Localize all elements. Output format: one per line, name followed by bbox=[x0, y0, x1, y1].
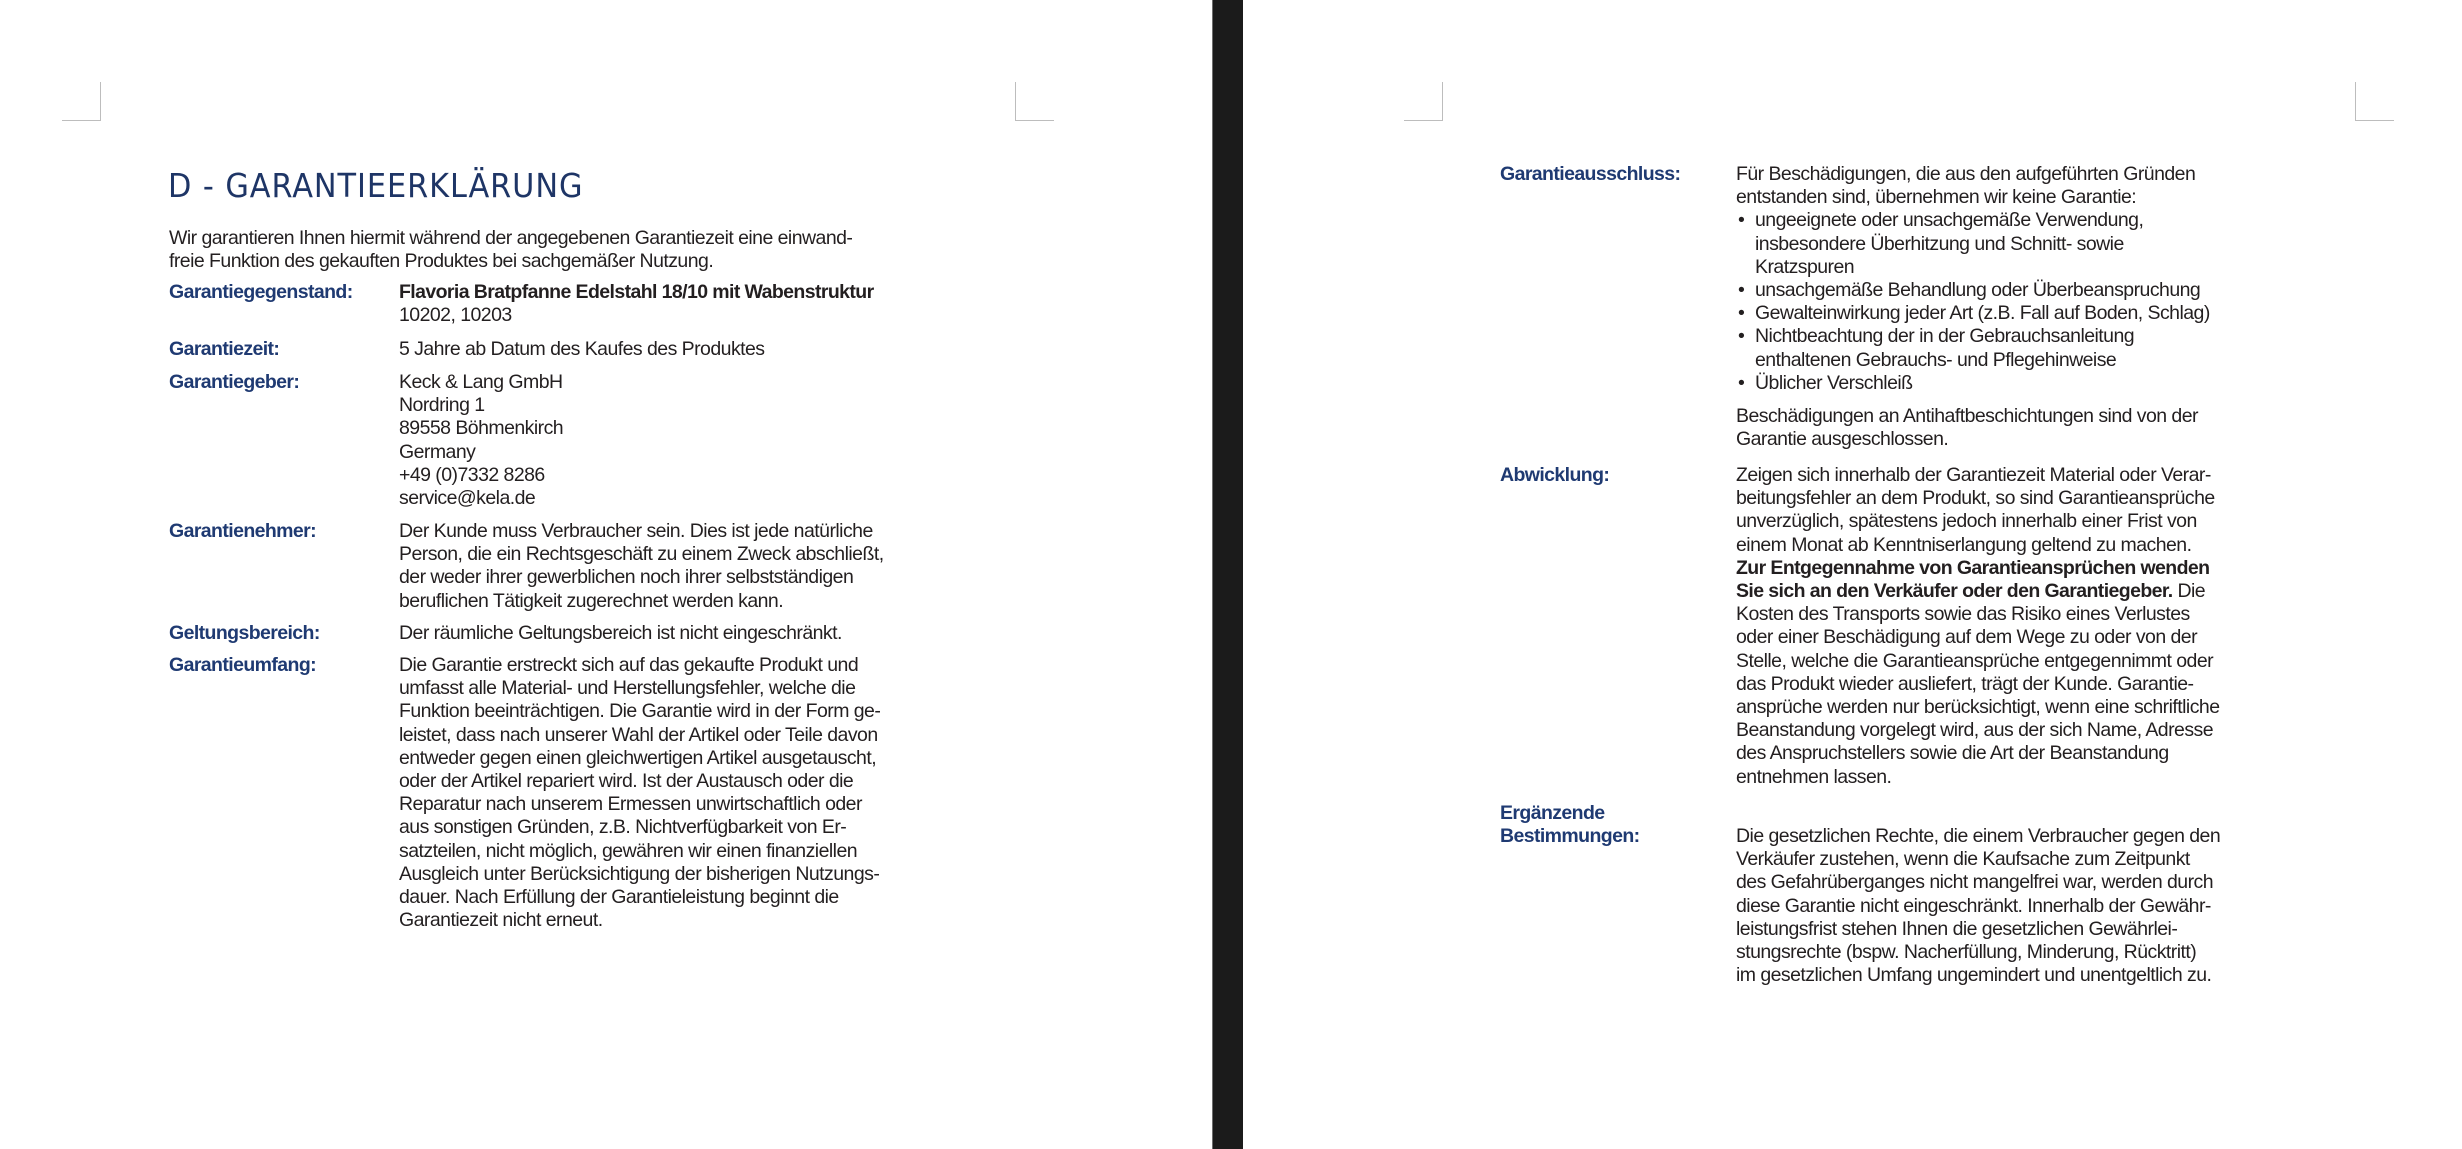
nonstick-note: Garantie ausgeschlossen. bbox=[1736, 428, 1949, 451]
section-label: Garantiegeber: bbox=[169, 371, 300, 393]
crop-mark-top-right bbox=[1015, 82, 1054, 121]
value-line: Garantiezeit nicht erneut. bbox=[399, 909, 603, 932]
value-line: Der Kunde muss Verbraucher sein. Dies ist jede natürliche bbox=[399, 520, 873, 542]
value-line: Ausgleich unter Berücksichtigung der bisherigen Nutzungs- bbox=[399, 862, 880, 885]
email-address: service@kela.de bbox=[399, 487, 536, 510]
emphasis-line-mixed bbox=[1736, 580, 2220, 603]
value-line: Person, die ein Rechtsgeschäft zu einem Zweck abschließt, bbox=[399, 543, 884, 566]
value-line: stungsrechte (bspw. Nacherfüllung, Minderung, Rücktritt) bbox=[1736, 941, 2197, 964]
value-line: Die Garantie erstreckt sich auf das gekaufte Produkt und bbox=[399, 654, 859, 676]
document-page-left bbox=[0, 0, 1212, 1149]
section-label: Garantieausschluss: bbox=[1500, 163, 1681, 185]
section-value bbox=[1736, 825, 2220, 987]
list-item-text: Üblicher Verschleiß bbox=[1755, 371, 1913, 394]
value-line: entweder gegen einen gleichwertigen Artikel ausgetauscht, bbox=[399, 746, 877, 769]
value-line: oder einer Beschädigung auf dem Wege zu oder von der bbox=[1736, 626, 2198, 649]
value-line: dauer. Nach Erfüllung der Garantieleistung beginnt die bbox=[399, 886, 839, 909]
nonstick-note: Beschädigungen an Antihaftbeschichtungen sind von der bbox=[1736, 405, 2198, 428]
bullet-icon: • bbox=[1738, 279, 1745, 302]
list-item-text: unsachgemäße Behandlung oder Überbeanspruchung bbox=[1755, 279, 2201, 302]
value-line: aus sonstigen Gründen, z.B. Nichtverfügbarkeit von Er- bbox=[399, 816, 847, 839]
section-value bbox=[399, 622, 842, 645]
value-line: beruflichen Tätigkeit zugerechnet werden kann. bbox=[399, 589, 784, 612]
list-item-text: insbesondere Überhitzung und Schnitt- sowie bbox=[1755, 232, 2124, 255]
value-line: leistet, dass nach unserer Wahl der Artikel oder Teile davon bbox=[399, 723, 878, 746]
value-line: beitungsfehler an dem Produkt, so sind Garantieansprüche bbox=[1736, 487, 2215, 510]
section-value bbox=[399, 520, 884, 613]
value-line: diese Garantie nicht eingeschränkt. Innerhalb der Gewähr- bbox=[1736, 894, 2211, 917]
bullet-icon: • bbox=[1738, 371, 1745, 394]
list-item-text: Nichtbeachtung der in der Gebrauchsanleitung bbox=[1755, 325, 2135, 348]
value-line: unverzüglich, spätestens jedoch innerhalb einer Frist von bbox=[1736, 510, 2197, 533]
intro-line: freie Funktion des gekauften Produktes bei sachgemäßer Nutzung. bbox=[169, 250, 714, 273]
value-line: satzteilen, nicht möglich, gewähren wir einen finanziellen bbox=[399, 839, 858, 862]
value-line: Kosten des Transports sowie das Risiko eines Verlustes bbox=[1736, 603, 2190, 626]
section-value bbox=[1736, 464, 2220, 789]
list-item bbox=[1736, 279, 2210, 302]
intro-line: Wir garantieren Ihnen hiermit während der angegebenen Garantiezeit eine einwand- bbox=[169, 227, 853, 249]
value-line: Reparatur nach unserem Ermessen unwirtschaftlich oder bbox=[399, 793, 862, 816]
section-label: Garantiezeit: bbox=[169, 338, 280, 360]
section-label bbox=[1500, 802, 1640, 848]
postal-city: 89558 Böhmenkirch bbox=[399, 417, 564, 440]
list-item-text: ungeeignete oder unsachgemäße Verwendung, bbox=[1755, 209, 2144, 232]
company-name: Keck & Lang GmbH bbox=[399, 371, 563, 393]
section-label: Garantieumfang: bbox=[169, 654, 317, 676]
value-line: entnehmen lassen. bbox=[1736, 765, 1892, 788]
section-value bbox=[1736, 163, 2210, 451]
section-label-line: Ergänzende bbox=[1500, 802, 1605, 824]
bullet-icon: • bbox=[1738, 302, 1745, 325]
value-line: im gesetzlichen Umfang ungemindert und unentgeltlich zu. bbox=[1736, 964, 2212, 987]
page-title: D - GARANTIEERKLÄRUNG bbox=[168, 166, 584, 205]
list-item bbox=[1736, 209, 2210, 279]
value-line: das Produkt wieder ausliefert, trägt der Kunde. Garantie- bbox=[1736, 672, 2194, 695]
section-label: Abwicklung: bbox=[1500, 464, 1610, 486]
crop-mark-top-right bbox=[2355, 82, 2394, 121]
value-line: Für Beschädigungen, die aus den aufgeführten Gründen bbox=[1736, 163, 2196, 185]
value-line: ansprüche werden nur berücksichtigt, wenn eine schriftliche bbox=[1736, 696, 2220, 719]
product-name: Flavoria Bratpfanne Edelstahl 18/10 mit Wabenstruktur bbox=[399, 281, 874, 303]
value-line: des Anspruchstellers sowie die Art der Beanstandung bbox=[1736, 742, 2169, 765]
crop-mark-top-left bbox=[62, 82, 101, 121]
value-line: Zeigen sich innerhalb der Garantiezeit Material oder Verar- bbox=[1736, 464, 2211, 486]
emphasis-line: Zur Entgegennahme von Garantieansprüchen wenden bbox=[1736, 556, 2210, 579]
bullet-icon: • bbox=[1738, 209, 1745, 232]
section-label: Garantiegegenstand: bbox=[169, 281, 353, 303]
value-text: Die bbox=[2172, 580, 2206, 603]
street: Nordring 1 bbox=[399, 394, 485, 417]
crop-mark-top-left bbox=[1404, 82, 1443, 121]
list-item-text: Gewalteinwirkung jeder Art (z.B. Fall auf Boden, Schlag) bbox=[1755, 302, 2210, 325]
emphasis-text: Sie sich an den Verkäufer oder den Garantiegeber. bbox=[1736, 580, 2173, 603]
section-value bbox=[399, 654, 880, 932]
value-line: der weder ihrer gewerblichen noch ihrer selbstständigen bbox=[399, 566, 854, 589]
value-line: Verkäufer zustehen, wenn die Kaufsache zum Zeitpunkt bbox=[1736, 848, 2190, 871]
spacer bbox=[1736, 395, 2210, 405]
value-line: Stelle, welche die Garantieansprüche entgegennimmt oder bbox=[1736, 649, 2214, 672]
section-label: Geltungsbereich: bbox=[169, 622, 320, 644]
bullet-icon: • bbox=[1738, 325, 1745, 348]
country: Germany bbox=[399, 440, 476, 463]
section-value bbox=[399, 338, 765, 361]
value-line: entstanden sind, übernehmen wir keine Garantie: bbox=[1736, 186, 2137, 209]
value-line: leistungsfrist stehen Ihnen die gesetzlichen Gewährlei- bbox=[1736, 917, 2178, 940]
section-label: Garantienehmer: bbox=[169, 520, 317, 542]
value-line: oder der Artikel repariert wird. Ist der Austausch oder die bbox=[399, 770, 854, 793]
phone-number: +49 (0)7332 8286 bbox=[399, 463, 545, 486]
article-numbers: 10202, 10203 bbox=[399, 304, 512, 327]
value-line: des Gefahrüberganges nicht mangelfrei war, werden durch bbox=[1736, 871, 2214, 894]
list-item bbox=[1736, 372, 2210, 395]
list-item bbox=[1736, 302, 2210, 325]
exclusion-list bbox=[1736, 209, 2210, 395]
value-line: umfasst alle Material- und Herstellungsfehler, welche die bbox=[399, 677, 856, 700]
value-line: 5 Jahre ab Datum des Kaufes des Produktes bbox=[399, 338, 765, 360]
value-line: Beanstandung vorgelegt wird, aus der sich Name, Adresse bbox=[1736, 719, 2214, 742]
warrantor-address bbox=[399, 371, 563, 510]
value-line: Der räumliche Geltungsbereich ist nicht eingeschränkt. bbox=[399, 622, 842, 644]
list-item bbox=[1736, 325, 2210, 371]
value-line: einem Monat ab Kenntniserlangung geltend zu machen. bbox=[1736, 533, 2192, 556]
list-item-text: Kratzspuren bbox=[1755, 255, 1855, 278]
section-value bbox=[399, 281, 874, 327]
value-line: Funktion beeinträchtigen. Die Garantie wird in der Form ge- bbox=[399, 700, 881, 723]
intro-paragraph bbox=[169, 227, 949, 273]
value-line: Die gesetzlichen Rechte, die einem Verbraucher gegen den bbox=[1736, 825, 2221, 847]
page-gutter bbox=[1212, 0, 1243, 1149]
section-label-line: Bestimmungen: bbox=[1500, 825, 1640, 848]
list-item-text: enthaltenen Gebrauchs- und Pflegehinweise bbox=[1755, 348, 2117, 371]
